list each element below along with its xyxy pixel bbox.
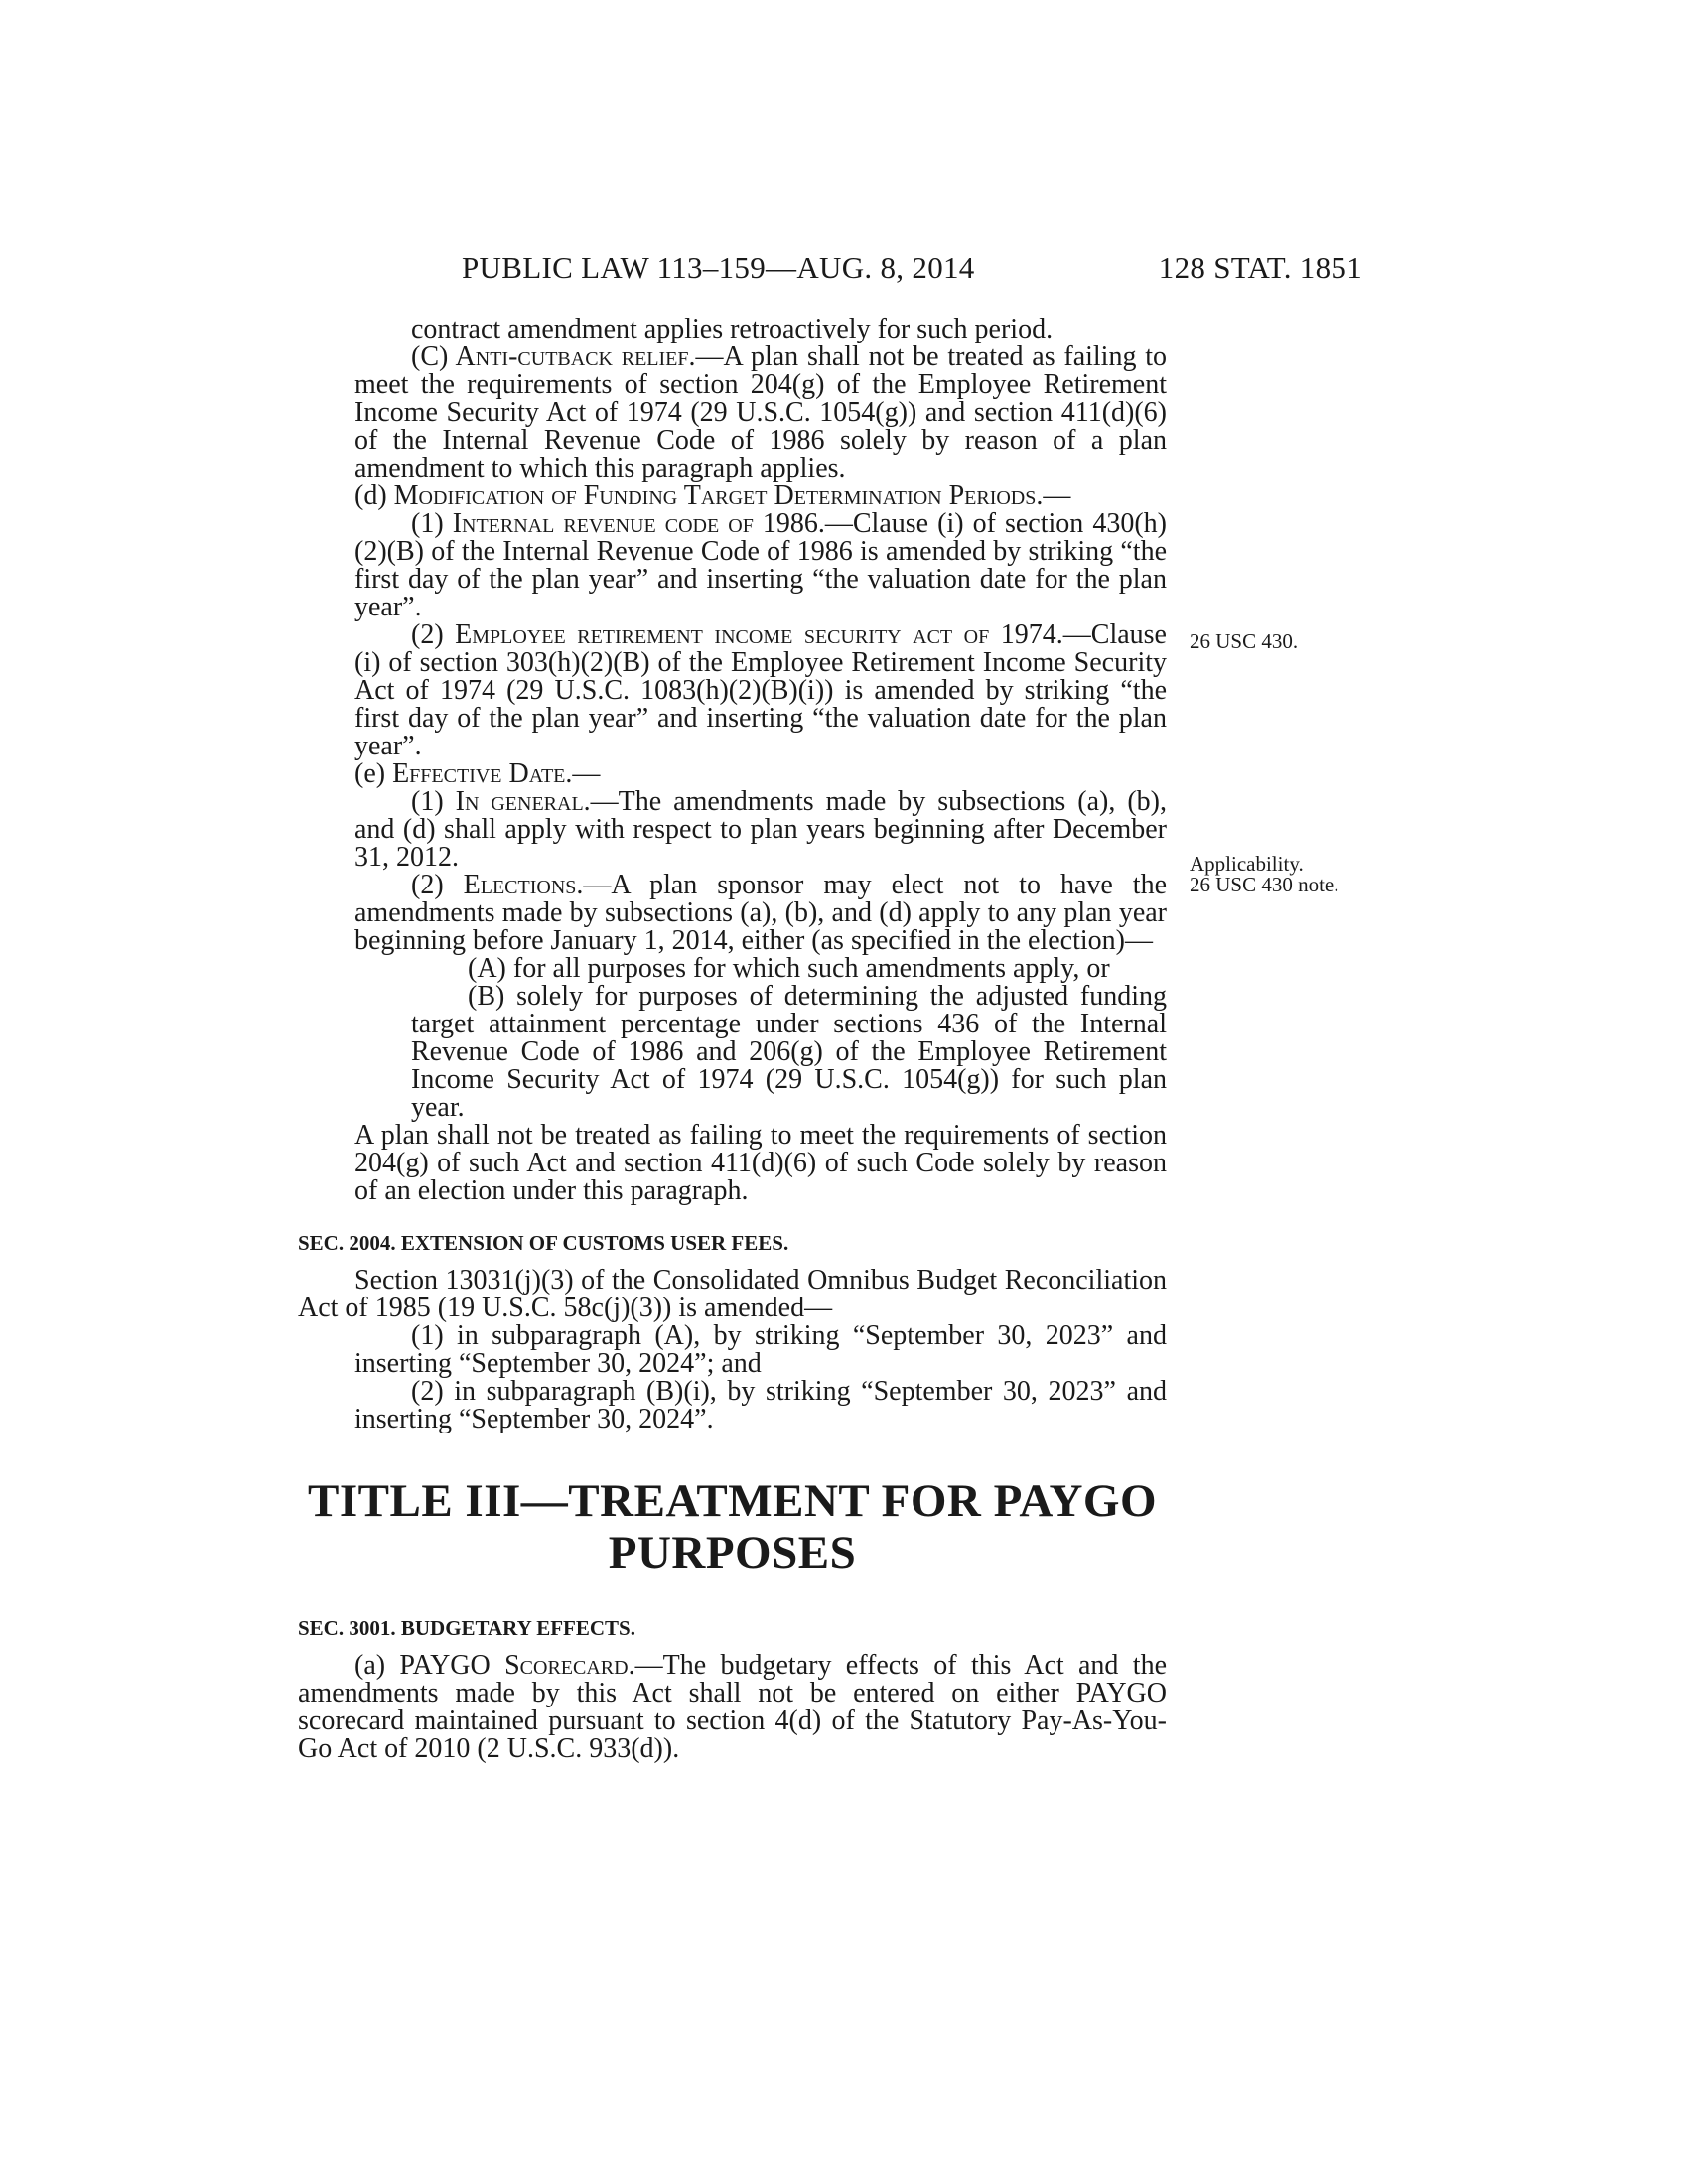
paragraph-section-13031: Section 13031(j)(3) of the Consolidated Omnibus Budget Reconciliation Act of 1985 (19 U.S.C. 58c(j)(3)) is amended— [298, 1265, 1167, 1323]
section-2004-heading: SEC. 2004. EXTENSION OF CUSTOMS USER FEES. [298, 1231, 789, 1255]
header-stat-page: 128 STAT. 1851 [1158, 250, 1362, 285]
subsection-e-heading [298, 760, 1167, 788]
text-anti-cutback-relief: —A plan shall not be treated as failing to meet the requirements of section 204(g) of the Employee Retirement Income Security Act of 1974 (29 U.S.C. 1054(g)) and section 411(d)(6) of the Internal Revenue Code of 1986 solely by reason of a plan amendment to which this paragraph applies. [354, 341, 1168, 483]
heading-internal-revenue-code: (1) Internal revenue code of 1986. [411, 508, 825, 539]
header-public-law: PUBLIC LAW 113–159—AUG. 8, 2014 [462, 250, 975, 285]
paragraph-internal-revenue-code [298, 510, 1167, 621]
title-iii-heading [298, 1475, 1167, 1578]
margin-note-applicability: Applicability. [1190, 852, 1304, 876]
subsection-e-label: (e) [354, 758, 386, 789]
text-in-general: —The amendments made by subsections (a), (b), and (d) shall apply with respect to plan years beginning after December 31, 2012. [354, 786, 1167, 873]
heading-anti-cutback-relief: (C) Anti-cutback relief. [411, 341, 696, 372]
paygo-prefix: (a) PAYGO [354, 1650, 505, 1681]
paragraph-paygo-scorecard [298, 1652, 1167, 1763]
text-elections: —A plan sponsor may elect not to have the amendments made by subsections (a), (b), and (d) apply to any plan year beginning before January 1, 2014, either (as specified in the election)— [354, 870, 1167, 956]
subsection-d-heading [298, 482, 1167, 510]
text-internal-revenue-code: —Clause (i) of section 430(h)(2)(B) of the Internal Revenue Code of 1986 is amended by striking “the first day of the plan year” and inserting “the valuation date for the plan year”. [354, 508, 1167, 622]
heading-effective-date: Effective Date. [392, 758, 573, 789]
paragraph-in-general [298, 788, 1167, 872]
paragraph-anti-cutback-relief [298, 343, 1167, 482]
document-body [298, 316, 1167, 1763]
heading-modification-funding-target: Modification of Funding Target Determination Periods. [393, 480, 1044, 511]
clause-a-all-purposes: (A) for all purposes for which such amendments apply, or [468, 953, 1110, 984]
running-header [462, 250, 1362, 290]
heading-elections: (2) Elections. [411, 870, 584, 900]
clause-b-adjusted-funding: (B) solely for purposes of determining the adjusted funding target attainment percentage under sections 436 of the Internal Revenue Code of 1986 and 206(g) of the Employee Retirement Income Security Act of 1974 (29 U.S.C. 1054(g)) for such plan year. [411, 981, 1167, 1123]
paragraph-contract-amendment: contract amendment applies retroactively for such period. [411, 314, 1054, 344]
heading-erisa-1974: (2) Employee retirement income security act of 1974. [411, 619, 1063, 650]
title-line-2: PURPOSES [608, 1527, 857, 1578]
margin-note-26-usc-430-note: 26 USC 430 note. [1190, 873, 1339, 896]
item-subparagraph-b: (2) in subparagraph (B)(i), by striking “September 30, 2023” and inserting “September 30, 2024”. [354, 1376, 1167, 1434]
heading-in-general: (1) In general. [411, 786, 591, 817]
heading-scorecard: Scorecard. [504, 1650, 635, 1681]
item-subparagraph-a: (1) in subparagraph (A), by striking “September 30, 2023” and inserting “September 30, 2024”; and [354, 1320, 1167, 1379]
paragraph-erisa-1974 [298, 621, 1167, 760]
margin-note-26-usc-430: 26 USC 430. [1190, 629, 1299, 653]
subsection-d-dash: — [1043, 480, 1071, 511]
title-line-1: TITLE III—TREATMENT FOR PAYGO [307, 1475, 1157, 1527]
text-erisa-1974: —Clause (i) of section 303(h)(2)(B) of the Employee Retirement Income Security Act of 1974 (29 U.S.C. 1083(h)(2)(B)(i)) is amended by striking “the first day of the plan year” and inserting “the valuation date for the plan year”. [354, 619, 1167, 761]
subsection-d-label: (d) [354, 480, 387, 511]
paragraph-plan-not-treated: A plan shall not be treated as failing to meet the requirements of section 204(g) of such Act and section 411(d)(6) of such Code solely by reason of an election under this paragraph. [354, 1120, 1167, 1206]
subsection-e-dash: — [572, 758, 601, 789]
paragraph-elections [298, 872, 1167, 955]
section-3001-heading: SEC. 3001. BUDGETARY EFFECTS. [298, 1616, 635, 1640]
text-paygo-scorecard: —The budgetary effects of this Act and the amendments made by this Act shall not be entered on either PAYGO scorecard maintained pursuant to section 4(d) of the Statutory Pay-As-You-Go Act of 2010 (2 U.S.C. 933(d)). [298, 1650, 1167, 1764]
